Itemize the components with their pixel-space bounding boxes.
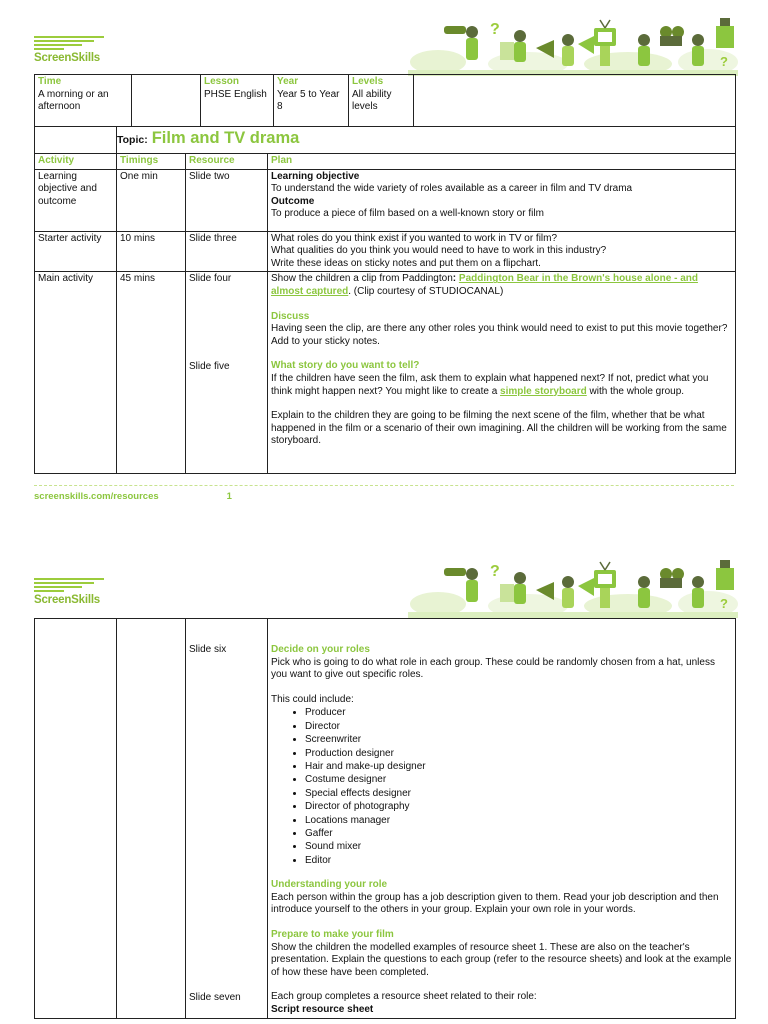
prepare-heading: Prepare to make your film bbox=[271, 929, 394, 941]
discuss-heading: Discuss bbox=[271, 310, 310, 322]
resource-cell: Slide three bbox=[186, 231, 268, 272]
film-crew-illustration bbox=[408, 560, 738, 618]
list-item: • Producer bbox=[305, 706, 732, 719]
film-crew-illustration bbox=[408, 18, 738, 76]
list-item: • Director bbox=[305, 720, 732, 733]
list-item: • Sound mixer bbox=[305, 840, 732, 853]
topic-title: Film and TV drama bbox=[151, 129, 300, 148]
svg-text:?: ? bbox=[720, 596, 728, 611]
list-item: • Editor bbox=[305, 854, 732, 867]
lesson-cell: Lesson PHSE English bbox=[201, 75, 274, 127]
list-item: • Costume designer bbox=[305, 773, 732, 786]
list-item: • Screenwriter bbox=[305, 733, 732, 746]
timing-cell: 10 mins bbox=[117, 231, 186, 272]
logo-lines bbox=[34, 578, 106, 596]
year-cell: Year Year 5 to Year 8 bbox=[274, 75, 349, 127]
topic-label: Topic: bbox=[117, 134, 148, 147]
plan-cell: Show the children a clip from Paddington: Paddington Bear in the Brown's house alone - and almost captured. (Clip courtesy of STUDIOCANAL) Discuss Having seen the clip, are there any other roles you think would need to exist to put this movie together? Add to your sticky notes. What story do you want to tell? If the children have seen the film, ask them to explain what happened next? If not, predict what you think might happen next? You might like to create a simple storyboard with the whole group. Explain to the children they are going to be filming the next scene of the film, whether that be what happened in the film or a scenario of their own imagining. All the children will be working from the same storyboard. bbox=[268, 272, 736, 474]
col-resource: Resource bbox=[186, 154, 268, 170]
plan-cell: Learning objective To understand the wide variety of roles available as a career in film and TV drama Outcome To produce a piece of film based on a well-known story or film bbox=[268, 169, 736, 231]
plan-cell: Decide on your roles Pick who is going to do what role in each group. These could be randomly chosen from a hat, unless you want to give out specific roles. This could include: • Producer • Director • Screenwriter • Production designer • Hair and make-up designer • Costume designer • Special effects designer • Director of photography • Locations manager • Gaffer • Sound mixer • Editor Understanding your role Each person within the group has a job description given to them. Read your job description and then introduce yourself to the others in your group. Explain your own role in your words. Prepare to make your film Show the children the modelled examples of resource sheet 1. These are also on the teacher's presentation. Explain the questions to each group (refer to the resource sheets) and look at the example of how these have been completed. Each group completes a resource sheet related to their role: Script resource sheet bbox=[268, 619, 736, 1019]
list-item: • Gaffer bbox=[305, 827, 732, 840]
list-item: • Locations manager bbox=[305, 814, 732, 827]
resource-cell: Slide two bbox=[186, 169, 268, 231]
resource-cell: Slide four Slide five bbox=[186, 272, 268, 474]
levels-cell: Levels All ability levels bbox=[349, 75, 414, 127]
activity-cell: Learning objective and outcome bbox=[35, 169, 117, 231]
col-activity: Activity bbox=[35, 154, 117, 170]
timing-cell: One min bbox=[117, 169, 186, 231]
paddington-clip-link[interactable]: Paddington Bear in the Brown's house alone - and almost captured bbox=[271, 273, 698, 297]
svg-text:?: ? bbox=[490, 21, 500, 38]
logo-wordmark: ScreenSkills bbox=[34, 52, 101, 64]
logo-wordmark: ScreenSkills bbox=[34, 594, 101, 606]
list-item: • Production designer bbox=[305, 747, 732, 760]
svg-text:?: ? bbox=[490, 563, 500, 580]
svg-text:?: ? bbox=[720, 54, 728, 69]
list-item: • Hair and make-up designer bbox=[305, 760, 732, 773]
timing-cell bbox=[117, 619, 186, 1019]
lesson-plan-table bbox=[34, 126, 736, 474]
col-plan: Plan bbox=[268, 154, 736, 170]
activity-cell: Starter activity bbox=[35, 231, 117, 272]
list-item: • Special effects designer bbox=[305, 787, 732, 800]
footer-url[interactable]: screenskills.com/resources bbox=[34, 491, 159, 502]
page-footer bbox=[34, 491, 232, 502]
lesson-plan-table-continued bbox=[34, 618, 736, 1019]
activity-cell: Main activity bbox=[35, 272, 117, 474]
blank-cell bbox=[132, 75, 201, 127]
blank-cell bbox=[414, 75, 736, 127]
col-timings: Timings bbox=[117, 154, 186, 170]
understand-heading: Understanding your role bbox=[271, 879, 388, 891]
screenskills-logo bbox=[34, 578, 106, 606]
topic-spacer bbox=[35, 127, 117, 154]
story-heading: What story do you want to tell? bbox=[271, 360, 420, 372]
lesson-header-table bbox=[34, 74, 736, 127]
roles-heading: Decide on your roles bbox=[271, 644, 370, 655]
logo-lines bbox=[34, 36, 106, 54]
timing-cell: 45 mins bbox=[117, 272, 186, 474]
plan-cell: What roles do you think exist if you wanted to work in TV or film? What qualities do you think you would need to have to work in this industry? Write these ideas on sticky notes and put them on a flipchart. bbox=[268, 231, 736, 272]
simple-storyboard-link[interactable]: simple storyboard bbox=[500, 385, 587, 397]
roles-list bbox=[271, 706, 732, 867]
page-number: 1 bbox=[226, 491, 232, 502]
resource-cell: Slide six Slide seven bbox=[186, 619, 268, 1019]
topic-cell bbox=[117, 127, 736, 154]
activity-cell bbox=[35, 619, 117, 1019]
screenskills-logo bbox=[34, 36, 106, 64]
list-item: • Director of photography bbox=[305, 800, 732, 813]
time-cell: Time A morning or an afternoon bbox=[35, 75, 132, 127]
footer-divider bbox=[34, 485, 734, 486]
